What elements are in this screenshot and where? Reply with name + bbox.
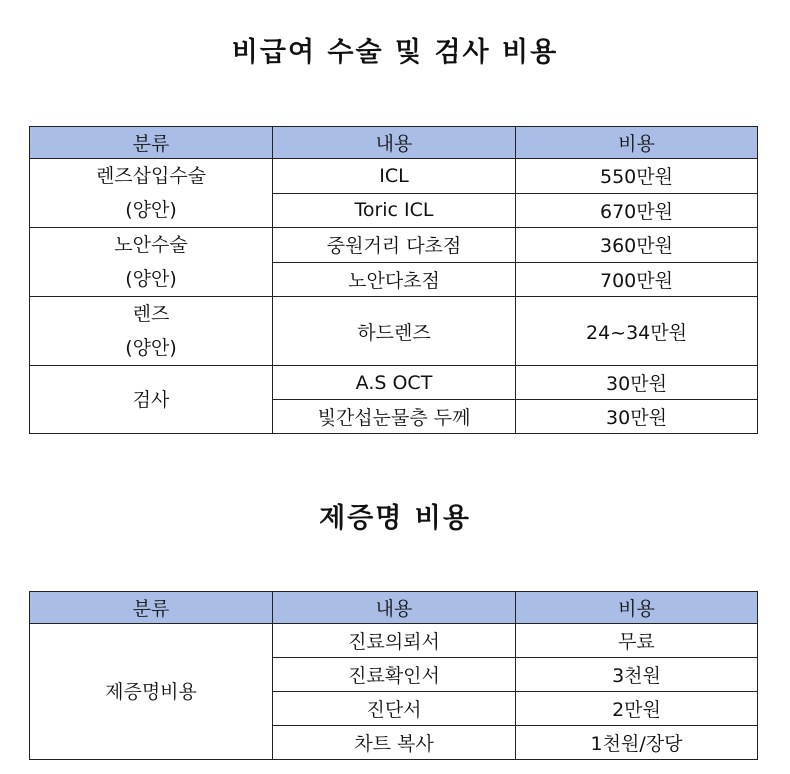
- content-cell: A.S OCT: [273, 366, 516, 400]
- category-sublabel: (양안): [125, 268, 177, 290]
- surgery-cost-table: [29, 126, 758, 434]
- table-row: [30, 366, 758, 400]
- certificate-cost-title: 제증명 비용: [319, 503, 471, 534]
- header-cost: 비용: [516, 127, 758, 159]
- content-cell: 진단서: [273, 692, 516, 726]
- content-cell: 하드렌즈: [273, 297, 516, 366]
- category-sublabel: (양안): [125, 337, 177, 359]
- cost-cell: 30만원: [516, 366, 758, 400]
- category-label: 렌즈: [132, 303, 170, 325]
- content-cell: Toric ICL: [273, 193, 516, 228]
- header-content: 내용: [273, 127, 516, 159]
- content-cell: ICL: [273, 159, 516, 194]
- cost-cell: 3천원: [516, 658, 758, 692]
- header-content: 내용: [273, 592, 516, 624]
- category-label: 노안수술: [114, 234, 188, 256]
- table-row: [30, 228, 758, 263]
- content-cell: 진료의뢰서: [273, 624, 516, 658]
- category-sublabel: (양안): [125, 199, 177, 221]
- category-cell-exam: [30, 366, 273, 434]
- content-cell: 빛간섭눈물층 두께: [273, 400, 516, 434]
- category-cell-lens-implant: [30, 159, 273, 228]
- cost-cell: 24~34만원: [516, 297, 758, 366]
- category-cell-certificates: [30, 624, 273, 760]
- cost-cell: 30만원: [516, 400, 758, 434]
- cost-cell: 550만원: [516, 159, 758, 194]
- content-cell: 차트 복사: [273, 726, 516, 760]
- content-cell: 중원거리 다초점: [273, 228, 516, 263]
- cost-cell: 무료: [516, 624, 758, 658]
- table-row: [30, 159, 758, 194]
- table-header-row: [30, 592, 758, 624]
- category-label: 렌즈삽입수술: [95, 165, 207, 187]
- cost-cell: 670만원: [516, 193, 758, 228]
- header-category: 분류: [30, 592, 273, 624]
- table-row: [30, 297, 758, 366]
- cost-cell: 1천원/장당: [516, 726, 758, 760]
- category-cell-presbyopia: [30, 228, 273, 297]
- content-cell: 진료확인서: [273, 658, 516, 692]
- cost-cell: 2만원: [516, 692, 758, 726]
- table-row: [30, 624, 758, 658]
- surgery-cost-title: 비급여 수술 및 검사 비용: [231, 37, 559, 68]
- table-header-row: [30, 127, 758, 159]
- category-label: 검사: [132, 388, 170, 411]
- header-cost: 비용: [516, 592, 758, 624]
- certificate-cost-table: [29, 591, 758, 760]
- cost-cell: 360만원: [516, 228, 758, 263]
- category-cell-lens: [30, 297, 273, 366]
- category-label: 제증명비용: [105, 680, 197, 703]
- cost-cell: 700만원: [516, 262, 758, 297]
- content-cell: 노안다초점: [273, 262, 516, 297]
- header-category: 분류: [30, 127, 273, 159]
